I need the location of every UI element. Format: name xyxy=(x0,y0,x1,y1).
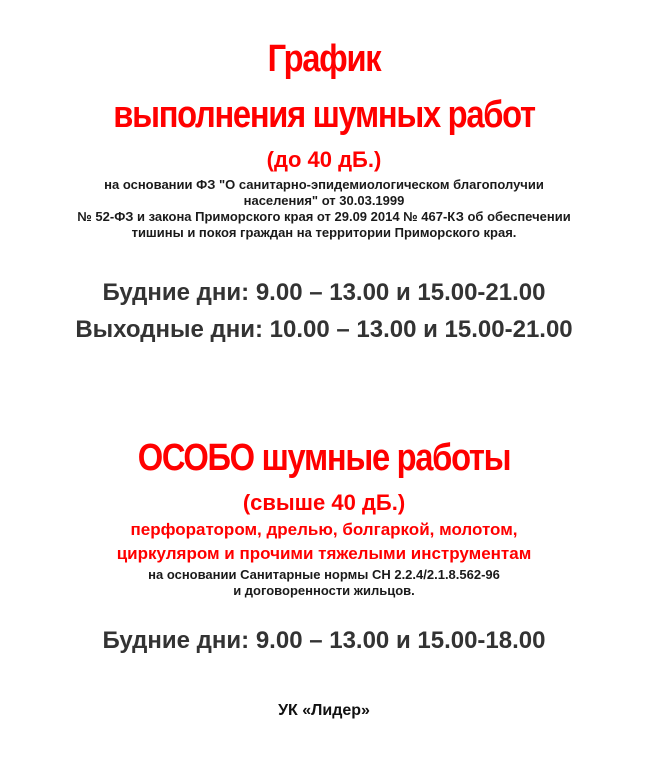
section1-title-line2: выполнения шумных работ xyxy=(113,94,535,136)
section2-weekdays-hours: Будние дни: 9.00 – 13.00 и 15.00-18.00 xyxy=(102,627,546,654)
section1-basis-line1: на основании ФЗ "О санитарно-эпидемиологическом благополучии xyxy=(104,177,544,192)
section1-basis-line4: тишины и покоя граждан на территории Приморского края. xyxy=(131,225,517,240)
section2-tools-line1: перфоратором, дрелью, болгаркой, молотом, xyxy=(130,520,518,539)
section1-noise-limit: (до 40 дБ.) xyxy=(266,147,382,172)
section2-noise-limit: (свыше 40 дБ.) xyxy=(242,490,406,515)
section1-title-line1: График xyxy=(267,38,381,80)
section2-title: ОСОБО шумные работы xyxy=(137,437,511,479)
section1-weekends-hours: Выходные дни: 10.00 – 13.00 и 15.00-21.00 xyxy=(75,316,573,343)
section2-basis-line1: на основании Санитарные нормы СН 2.2.4/2.1.8.562-96 xyxy=(148,567,500,582)
section1-basis-line3: № 52-ФЗ и закона Приморского края от 29.09 2014 № 467-КЗ об обеспечении xyxy=(77,209,571,224)
section1-basis-line2: населения" от 30.03.1999 xyxy=(243,193,405,208)
footer-organization: УК «Лидер» xyxy=(278,702,370,719)
section2-basis-line2: и договоренности жильцов. xyxy=(233,583,415,598)
section1-weekdays-hours: Будние дни: 9.00 – 13.00 и 15.00-21.00 xyxy=(102,279,546,306)
section2-tools-line2: циркуляром и прочими тяжелыми инструментам xyxy=(116,544,532,563)
